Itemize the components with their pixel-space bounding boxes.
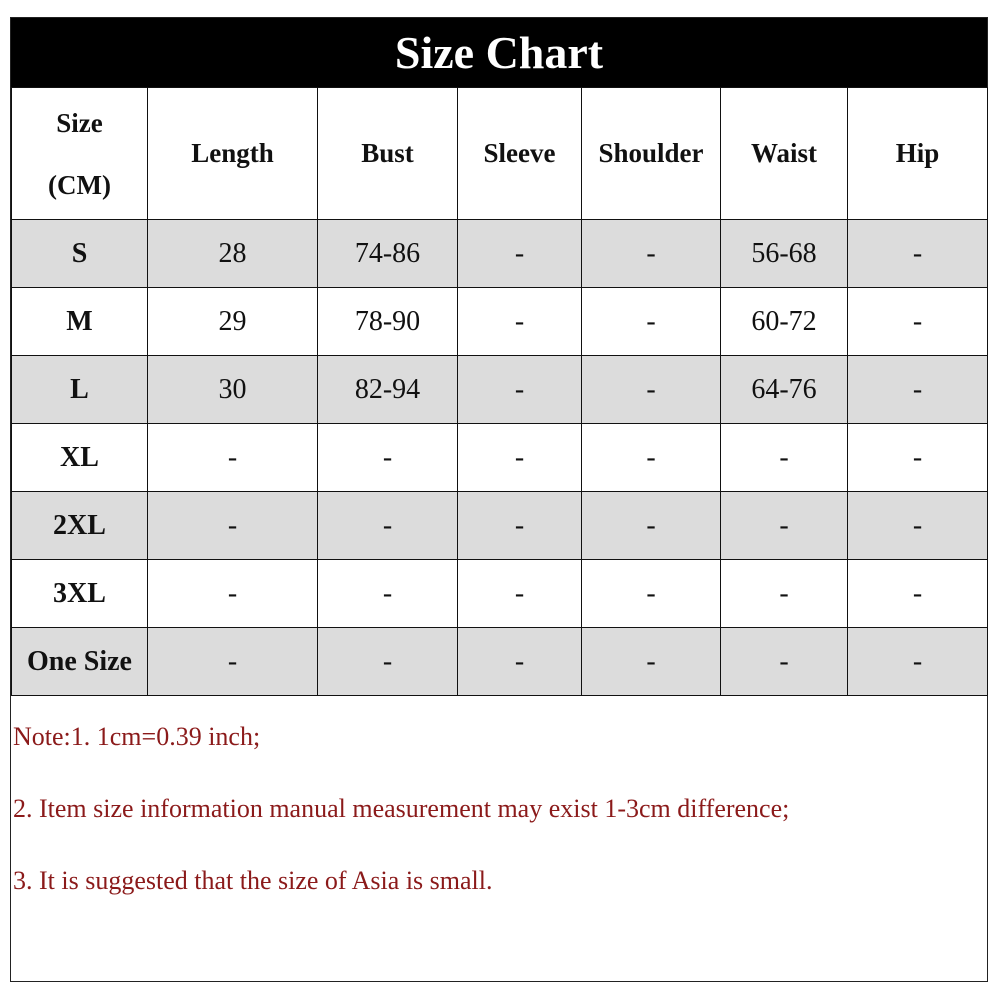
shoulder-cell: -	[582, 560, 721, 628]
table-row	[12, 628, 988, 696]
length-cell: -	[148, 628, 318, 696]
header-row	[12, 88, 988, 220]
table-row	[12, 424, 988, 492]
table-row	[12, 220, 988, 288]
header-length: Length	[148, 88, 318, 220]
shoulder-cell: -	[582, 356, 721, 424]
hip-cell: -	[848, 356, 988, 424]
shoulder-cell: -	[582, 492, 721, 560]
waist-cell: -	[721, 424, 848, 492]
hip-cell: -	[848, 560, 988, 628]
sleeve-cell: -	[458, 288, 582, 356]
length-cell: 28	[148, 220, 318, 288]
hip-cell: -	[848, 220, 988, 288]
header-size-label: Size	[56, 107, 103, 138]
size-cell: 2XL	[12, 492, 148, 560]
size-cell: One Size	[12, 628, 148, 696]
header-shoulder: Shoulder	[582, 88, 721, 220]
bust-cell: -	[318, 560, 458, 628]
sleeve-cell: -	[458, 424, 582, 492]
bust-cell: 74-86	[318, 220, 458, 288]
size-table	[11, 87, 988, 696]
size-cell: L	[12, 356, 148, 424]
waist-cell: -	[721, 492, 848, 560]
bust-cell: -	[318, 628, 458, 696]
sleeve-cell: -	[458, 560, 582, 628]
sleeve-cell: -	[458, 356, 582, 424]
size-cell: M	[12, 288, 148, 356]
length-cell: -	[148, 560, 318, 628]
header-sleeve: Sleeve	[458, 88, 582, 220]
shoulder-cell: -	[582, 628, 721, 696]
length-cell: -	[148, 492, 318, 560]
shoulder-cell: -	[582, 288, 721, 356]
shoulder-cell: -	[582, 220, 721, 288]
waist-cell: 64-76	[721, 356, 848, 424]
chart-title: Size Chart	[11, 18, 987, 87]
header-size-unit: (CM)	[48, 169, 111, 200]
waist-cell: 56-68	[721, 220, 848, 288]
sleeve-cell: -	[458, 220, 582, 288]
header-waist: Waist	[721, 88, 848, 220]
size-cell: 3XL	[12, 560, 148, 628]
header-bust: Bust	[318, 88, 458, 220]
hip-cell: -	[848, 492, 988, 560]
length-cell: -	[148, 424, 318, 492]
size-cell: S	[12, 220, 148, 288]
hip-cell: -	[848, 288, 988, 356]
note-line-1: Note:1. 1cm=0.39 inch;	[13, 722, 261, 751]
table-row	[12, 288, 988, 356]
note-line-2: 2. Item size information manual measurement may exist 1-3cm difference;	[13, 794, 790, 823]
note-line-3: 3. It is suggested that the size of Asia is small.	[13, 866, 493, 895]
size-cell: XL	[12, 424, 148, 492]
header-size	[12, 88, 148, 220]
table-row	[12, 356, 988, 424]
bust-cell: 78-90	[318, 288, 458, 356]
length-cell: 30	[148, 356, 318, 424]
shoulder-cell: -	[582, 424, 721, 492]
hip-cell: -	[848, 628, 988, 696]
bust-cell: 82-94	[318, 356, 458, 424]
table-row	[12, 492, 988, 560]
sleeve-cell: -	[458, 492, 582, 560]
waist-cell: 60-72	[721, 288, 848, 356]
hip-cell: -	[848, 424, 988, 492]
bust-cell: -	[318, 424, 458, 492]
bust-cell: -	[318, 492, 458, 560]
waist-cell: -	[721, 628, 848, 696]
length-cell: 29	[148, 288, 318, 356]
header-hip: Hip	[848, 88, 988, 220]
size-chart-sheet	[10, 17, 988, 982]
table-row	[12, 560, 988, 628]
sleeve-cell: -	[458, 628, 582, 696]
waist-cell: -	[721, 560, 848, 628]
